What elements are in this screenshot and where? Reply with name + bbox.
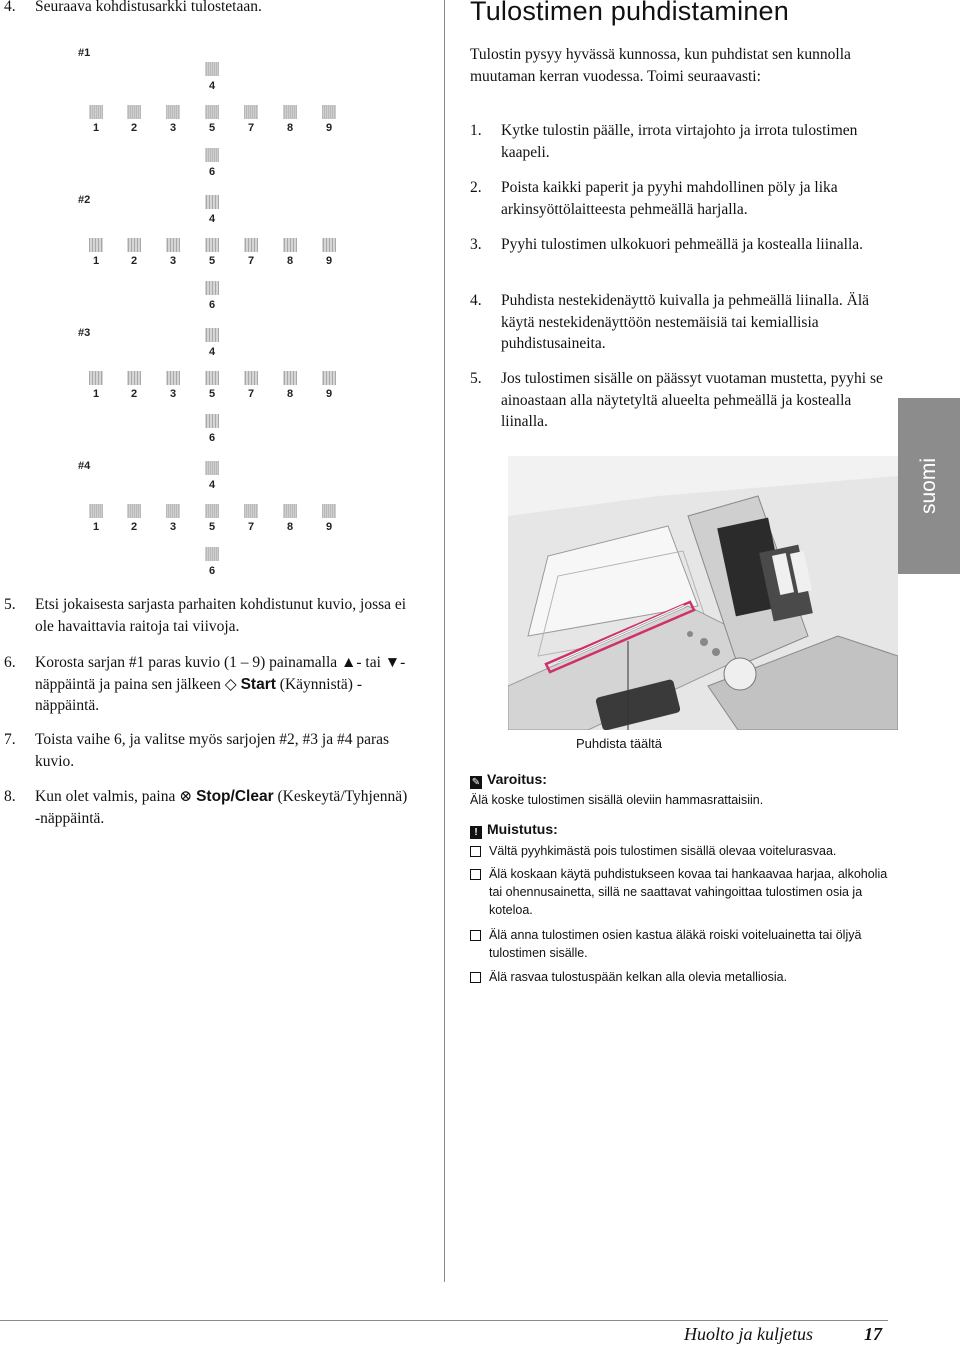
pattern-set-label: #4	[78, 460, 91, 472]
pattern-label: 9	[325, 388, 333, 400]
pattern-swatch	[205, 148, 219, 162]
pattern-label: 1	[92, 521, 100, 533]
checkbox-bullet-icon	[470, 846, 481, 857]
pattern-label: 8	[286, 521, 294, 533]
pattern-label: 2	[130, 255, 138, 267]
warning-heading: ✎ Varoitus:	[471, 771, 547, 788]
pattern-swatch	[322, 504, 336, 518]
stop-icon: ⊗	[179, 788, 193, 805]
printer-interior-illustration	[508, 456, 898, 730]
pattern-swatch	[205, 371, 219, 385]
pattern-swatch	[166, 371, 180, 385]
pattern-label: 7	[247, 122, 255, 134]
intro-paragraph: Tulostin pysyy hyvässä kunnossa, kun puhdistat sen kunnolla muutaman kerran vuodessa. Toimi seuraavasti:	[470, 46, 851, 85]
pattern-swatch	[205, 238, 219, 252]
pattern-label: 6	[208, 299, 216, 311]
pattern-swatch	[283, 238, 297, 252]
pattern-swatch	[89, 504, 103, 518]
pattern-swatch	[322, 238, 336, 252]
stop-clear-key-label: Stop/Clear	[196, 788, 274, 805]
pattern-label: 4	[208, 346, 216, 358]
pattern-label: 3	[169, 521, 177, 533]
pattern-label: 7	[247, 388, 255, 400]
pattern-swatch	[244, 371, 258, 385]
pattern-set-label: #1	[78, 47, 91, 59]
pattern-label: 6	[208, 432, 216, 444]
pattern-label: 5	[208, 388, 216, 400]
caution-item: Älä rasvaa tulostuspään kelkan alla olevia metalliosia.	[470, 968, 890, 986]
pattern-label: 5	[208, 122, 216, 134]
pattern-swatch	[205, 328, 219, 342]
pattern-label: 6	[208, 565, 216, 577]
pattern-swatch	[127, 105, 141, 119]
pattern-label: 8	[286, 388, 294, 400]
warning-icon: ✎	[471, 777, 481, 788]
language-tab	[898, 398, 960, 574]
pattern-swatch	[166, 504, 180, 518]
pattern-swatch	[127, 371, 141, 385]
right-step-3: 3. Pyyhi tulostimen ulkokuori pehmeällä ja kostealla liinalla.	[470, 236, 864, 253]
pattern-label: 1	[92, 255, 100, 267]
pattern-label: 2	[130, 122, 138, 134]
pattern-swatch	[244, 238, 258, 252]
pattern-swatch	[205, 62, 219, 76]
pattern-swatch	[205, 281, 219, 295]
pattern-swatch	[244, 105, 258, 119]
caution-item: Älä anna tulostimen osien kastua äläkä roiski voiteluainetta tai öljyä tulostimen sisälle.	[470, 926, 890, 962]
language-tab-label: suomi	[917, 457, 940, 515]
pattern-label: 7	[247, 521, 255, 533]
checkbox-bullet-icon	[470, 869, 481, 880]
pattern-label: 5	[208, 521, 216, 533]
pattern-swatch	[127, 238, 141, 252]
right-step-2: 2. Poista kaikki paperit ja pyyhi mahdollinen pöly ja lika arkinsyöttölaitteesta pehmeällä harjalla.	[470, 179, 838, 218]
pattern-set-label: #3	[78, 327, 91, 339]
pattern-swatch	[89, 238, 103, 252]
right-step-4: 4. Puhdista nestekidenäyttö kuivalla ja pehmeällä liinalla. Älä käytä nestekidenäyttöön nestemäisiä tai kemiallisia puhdistusaineita.	[470, 292, 870, 352]
left-step-6: 6. Korosta sarjan #1 paras kuvio (1 – 9) painamalla ▲- tai ▼-näppäintä ja paina sen jälkeen ◇ Start (Käynnistä) -näppäintä.	[4, 654, 406, 714]
pattern-swatch	[283, 105, 297, 119]
pattern-label: 9	[325, 521, 333, 533]
pattern-swatch	[89, 371, 103, 385]
page-title: Tulostimen puhdistaminen	[470, 0, 789, 26]
left-step-5: 5. Etsi jokaisesta sarjasta parhaiten kohdistunut kuvio, jossa ei ole havaittavia raitoja tai viivoja.	[4, 596, 407, 635]
pattern-swatch	[322, 371, 336, 385]
start-key-label: Start	[240, 675, 276, 693]
pattern-label: 2	[130, 521, 138, 533]
pattern-label: 5	[208, 255, 216, 267]
pattern-label: 8	[286, 122, 294, 134]
right-step-1: 1. Kytke tulostin päälle, irrota virtajohto ja irrota tulostimen kaapeli.	[470, 122, 858, 161]
up-arrow-icon: ▲	[341, 654, 357, 671]
pattern-swatch	[205, 414, 219, 428]
pattern-swatch	[205, 105, 219, 119]
pattern-swatch	[205, 547, 219, 561]
caution-item: Älä koskaan käytä puhdistukseen kovaa tai hankaavaa harjaa, alkoholia tai ohennusainetta, sillä ne saattavat vahingoittaa tulostimen osia ja koteloa.	[470, 865, 890, 919]
checkbox-bullet-icon	[470, 972, 481, 983]
clean-here-callout: Puhdista täältä	[576, 736, 663, 751]
pattern-label: 1	[92, 122, 100, 134]
pattern-swatch	[127, 504, 141, 518]
left-step-4: 4. Seuraava kohdistusarkki tulostetaan.	[4, 0, 262, 15]
pattern-label: 2	[130, 388, 138, 400]
pattern-swatch	[89, 105, 103, 119]
pattern-label: 4	[208, 213, 216, 225]
footer-rule	[0, 1320, 888, 1321]
footer-section-title: Huolto ja kuljetus	[684, 1324, 813, 1344]
pattern-label: 8	[286, 255, 294, 267]
pattern-set-label: #2	[78, 194, 91, 206]
pattern-swatch	[283, 371, 297, 385]
pattern-swatch	[166, 238, 180, 252]
pattern-label: 1	[92, 388, 100, 400]
pattern-label: 4	[208, 80, 216, 92]
page-number: 17	[864, 1324, 882, 1344]
pattern-label: 6	[208, 166, 216, 178]
caution-icon: !	[470, 826, 482, 839]
caution-heading: ! Muistutus:	[470, 821, 558, 839]
pattern-label: 9	[325, 255, 333, 267]
pattern-swatch	[166, 105, 180, 119]
pattern-label: 9	[325, 122, 333, 134]
checkbox-bullet-icon	[470, 930, 481, 941]
pattern-label: 7	[247, 255, 255, 267]
down-arrow-icon: ▼	[384, 654, 401, 671]
column-divider	[444, 0, 445, 1282]
alignment-pattern	[62, 40, 372, 580]
pattern-swatch	[283, 504, 297, 518]
pattern-label: 3	[169, 255, 177, 267]
right-step-5: 5. Jos tulostimen sisälle on päässyt vuotaman mustetta, pyyhi se ainoastaan alla näytetyltä alueelta pehmeällä ja kostealla liinalla.	[470, 370, 883, 430]
pattern-swatch	[322, 105, 336, 119]
pattern-swatch	[205, 195, 219, 209]
caution-item: Vältä pyyhkimästä pois tulostimen sisällä olevaa voitelurasvaa.	[470, 842, 890, 860]
left-step-7: 7. Toista vaihe 6, ja valitse myös sarjojen #2, #3 ja #4 paras kuvio.	[4, 731, 390, 770]
pattern-swatch	[205, 461, 219, 475]
start-icon: ◇	[224, 675, 237, 693]
pattern-label: 3	[169, 388, 177, 400]
pattern-label: 3	[169, 122, 177, 134]
pattern-swatch	[244, 504, 258, 518]
pattern-label: 4	[208, 479, 216, 491]
warning-text: Älä koske tulostimen sisällä oleviin hammasrattaisiin.	[470, 793, 764, 807]
left-step-8: 8. Kun olet valmis, paina ⊗ Stop/Clear (Keskeytä/Tyhjennä) -näppäintä.	[4, 788, 408, 827]
pattern-swatch	[205, 504, 219, 518]
